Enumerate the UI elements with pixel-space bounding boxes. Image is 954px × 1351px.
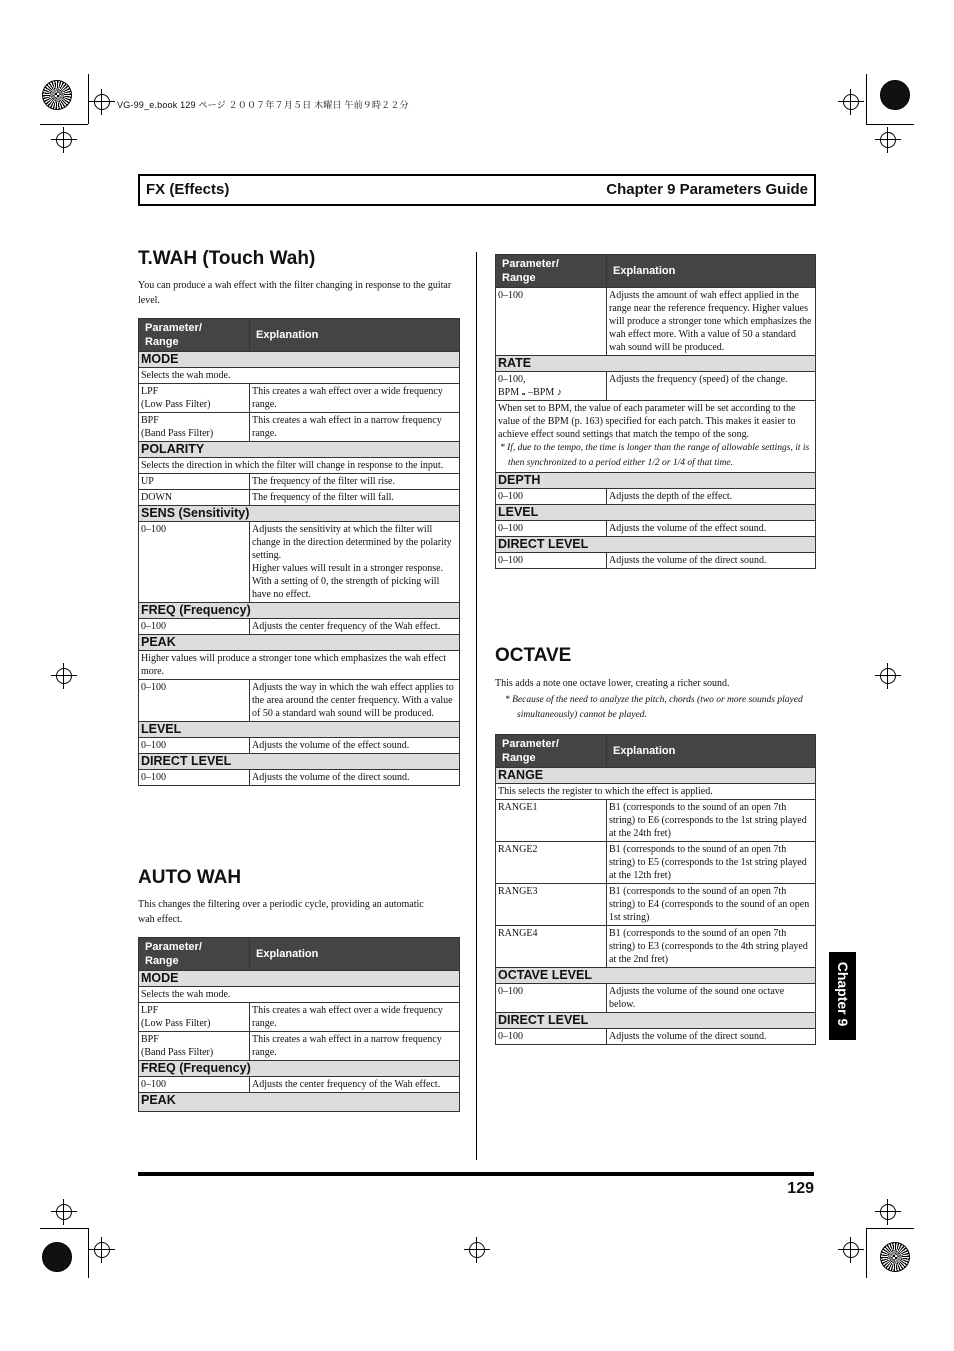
col-head-param: Parameter/ Range	[496, 735, 607, 768]
explanation-cell: B1 (corresponds to the sound of an open 7th string) to E5 (corresponds to the 1st string played at the 12th fret)	[607, 842, 816, 884]
header-section: FX (Effects)	[146, 181, 230, 198]
mode-desc: Selects the wah mode.	[139, 987, 460, 1003]
crop-line	[40, 124, 88, 125]
param-cell: RANGE2	[496, 842, 607, 884]
section-peak: PEAK	[139, 1093, 460, 1112]
explanation-cell: Adjusts the sensitivity at which the filter will change in the direction determined by the polarity setting. Higher values will result in a stronger response. With a setting of 0, the strength of picking will have no effect.	[250, 522, 460, 603]
octave-title: OCTAVE	[495, 645, 572, 666]
chapter-tab-label: Chapter 9	[835, 961, 851, 1027]
param-cell: LPF (Low Pass Filter)	[139, 1003, 250, 1032]
section-direct-level: DIRECT LEVEL	[139, 754, 460, 770]
section-freq: FREQ (Frequency)	[139, 1061, 460, 1077]
param-cell: 0–100	[139, 770, 250, 786]
crosshair-mark	[880, 668, 896, 684]
explanation-cell: Adjusts the center frequency of the Wah effect.	[250, 1077, 460, 1093]
explanation-cell: The frequency of the filter will rise.	[250, 474, 460, 490]
section-octave-level: OCTAVE LEVEL	[496, 968, 816, 984]
explanation-cell: Adjusts the volume of the sound one octave below.	[607, 984, 816, 1013]
section-sens: SENS (Sensitivity)	[139, 506, 460, 522]
registration-dial-top-left	[42, 80, 72, 110]
autowah-title: AUTO WAH	[138, 867, 242, 888]
mode-desc: Selects the wah mode.	[139, 368, 460, 384]
header-chapter: Chapter 9 Parameters Guide	[606, 181, 808, 198]
section-level: LEVEL	[139, 722, 460, 738]
running-header	[138, 174, 816, 206]
crosshair-mark	[56, 668, 72, 684]
explanation-cell: Adjusts the way in which the wah effect applies to the area around the center frequency. With a value of 50 a standard wah sound will be produced.	[250, 680, 460, 722]
peak-desc: Higher values will produce a stronger tone which emphasizes the wah effect more.	[139, 651, 460, 680]
param-cell: 0–100	[496, 489, 607, 505]
param-cell: 0–100	[139, 680, 250, 722]
explanation-cell: B1 (corresponds to the sound of an open 7th string) to E4 (corresponds to the sound of an open 1st string)	[607, 884, 816, 926]
rate-desc	[496, 401, 816, 473]
explanation-cell: The frequency of the filter will fall.	[250, 490, 460, 506]
crop-line	[866, 124, 914, 125]
explanation-cell: Adjusts the volume of the effect sound.	[250, 738, 460, 754]
param-cell: BPF (Band Pass Filter)	[139, 413, 250, 442]
crop-line	[866, 74, 867, 124]
param-cell: 0–100	[496, 1029, 607, 1045]
section-peak: PEAK	[139, 635, 460, 651]
col-head-param: Parameter/ Range	[496, 255, 607, 288]
param-cell: 0–100	[496, 288, 607, 356]
explanation-cell: Adjusts the volume of the direct sound.	[607, 1029, 816, 1045]
col-head-param: Parameter/ Range	[139, 319, 250, 352]
param-cell: 0–100	[496, 521, 607, 537]
col-head-explanation: Explanation	[607, 735, 816, 768]
registration-dial-bottom-right	[880, 1242, 910, 1272]
crop-line	[866, 1228, 914, 1229]
explanation-cell: This creates a wah effect in a narrow frequency range.	[250, 1032, 460, 1061]
crosshair-mark	[56, 132, 72, 148]
section-level: LEVEL	[496, 505, 816, 521]
param-cell: 0–100	[139, 1077, 250, 1093]
explanation-cell: Adjusts the volume of the effect sound.	[607, 521, 816, 537]
octave-table	[495, 734, 816, 1045]
crop-line	[88, 1228, 89, 1278]
section-direct-level: DIRECT LEVEL	[496, 1013, 816, 1029]
rate-desc-text: When set to BPM, the value of each parameter will be set according to the value of the BPM (p. 163) specified for each patch. This makes it easier to achieve effect sound settings that match the tempo of the song.	[498, 403, 796, 440]
column-divider	[476, 252, 477, 1160]
explanation-cell: This creates a wah effect in a narrow frequency range.	[250, 413, 460, 442]
registration-dial-top-right	[880, 80, 910, 110]
col-head-explanation: Explanation	[607, 255, 816, 288]
param-cell: RANGE4	[496, 926, 607, 968]
autowah-intro: This changes the filtering over a periodic cycle, providing an automatic wah effect.	[138, 899, 424, 925]
twah-table	[138, 318, 460, 786]
section-depth: DEPTH	[496, 473, 816, 489]
explanation-cell: B1 (corresponds to the sound of an open 7th string) to E3 (corresponds to the 4th string played at the 2nd fret)	[607, 926, 816, 968]
autowah-table-part2	[495, 254, 816, 569]
registration-dial-bottom-left	[42, 1242, 72, 1272]
param-cell: 0–100	[496, 984, 607, 1013]
twah-title: T.WAH (Touch Wah)	[138, 248, 316, 269]
section-freq: FREQ (Frequency)	[139, 603, 460, 619]
param-cell: DOWN	[139, 490, 250, 506]
crosshair-mark	[843, 1242, 859, 1258]
rate-note: * If, due to the tempo, the time is longer than the range of allowable settings, it is then synchronized to a period either 1/2 or 1/4 of that time.	[500, 443, 810, 468]
param-cell: 0–100, BPM 𝅝 –BPM ♪	[496, 372, 607, 401]
section-range: RANGE	[496, 768, 816, 784]
range-desc: This selects the register to which the effect is applied.	[496, 784, 816, 800]
param-cell: 0–100	[139, 738, 250, 754]
col-head-param: Parameter/ Range	[139, 938, 250, 971]
explanation-cell: Adjusts the center frequency of the Wah effect.	[250, 619, 460, 635]
print-info: VG-99_e.book 129 ページ ２００７年７月５日 木曜日 午前９時２２分	[117, 100, 409, 110]
crosshair-mark	[94, 94, 110, 110]
crop-line	[88, 74, 89, 124]
page-number: 129	[787, 1180, 814, 1197]
crosshair-mark	[880, 1204, 896, 1220]
explanation-cell: Adjusts the volume of the direct sound.	[250, 770, 460, 786]
section-mode: MODE	[139, 971, 460, 987]
twah-intro: You can produce a wah effect with the filter changing in response to the guitar level.	[138, 280, 452, 306]
crosshair-mark	[94, 1242, 110, 1258]
crosshair-mark	[880, 132, 896, 148]
param-cell: 0–100	[139, 522, 250, 603]
section-polarity: POLARITY	[139, 442, 460, 458]
octave-note: * Because of the need to analyze the pitch, chords (two or more sounds played simultaneously) cannot be played.	[505, 695, 803, 720]
param-cell: UP	[139, 474, 250, 490]
explanation-cell: This creates a wah effect over a wide frequency range.	[250, 384, 460, 413]
param-cell: LPF (Low Pass Filter)	[139, 384, 250, 413]
explanation-cell: B1 (corresponds to the sound of an open 7th string) to E6 (corresponds to the 1st string played at the 24th fret)	[607, 800, 816, 842]
crosshair-mark	[843, 94, 859, 110]
explanation-cell: Adjusts the amount of wah effect applied in the range near the reference frequency. Higher values will produce a stronger tone which emphasizes the wah effect more. With a value of 50 a standard wah sound will be produced.	[607, 288, 816, 356]
param-cell: RANGE1	[496, 800, 607, 842]
explanation-cell: Adjusts the volume of the direct sound.	[607, 553, 816, 569]
section-mode: MODE	[139, 352, 460, 368]
crosshair-mark	[56, 1204, 72, 1220]
polarity-desc: Selects the direction in which the filter will change in response to the input.	[139, 458, 460, 474]
crop-line	[40, 1228, 88, 1229]
col-head-explanation: Explanation	[250, 319, 460, 352]
param-cell: RANGE3	[496, 884, 607, 926]
param-cell: 0–100	[496, 553, 607, 569]
param-cell: 0–100	[139, 619, 250, 635]
explanation-cell: This creates a wah effect over a wide frequency range.	[250, 1003, 460, 1032]
explanation-cell: Adjusts the frequency (speed) of the change.	[607, 372, 816, 401]
chapter-tab	[829, 952, 856, 1040]
param-cell: BPF (Band Pass Filter)	[139, 1032, 250, 1061]
section-direct-level: DIRECT LEVEL	[496, 537, 816, 553]
crop-line	[866, 1228, 867, 1278]
explanation-cell: Adjusts the depth of the effect.	[607, 489, 816, 505]
autowah-table-part1	[138, 937, 460, 1112]
crosshair-mark	[469, 1242, 485, 1258]
footer-rule	[138, 1172, 814, 1176]
octave-intro: This adds a note one octave lower, creating a richer sound.	[495, 678, 730, 689]
section-rate: RATE	[496, 356, 816, 372]
col-head-explanation: Explanation	[250, 938, 460, 971]
